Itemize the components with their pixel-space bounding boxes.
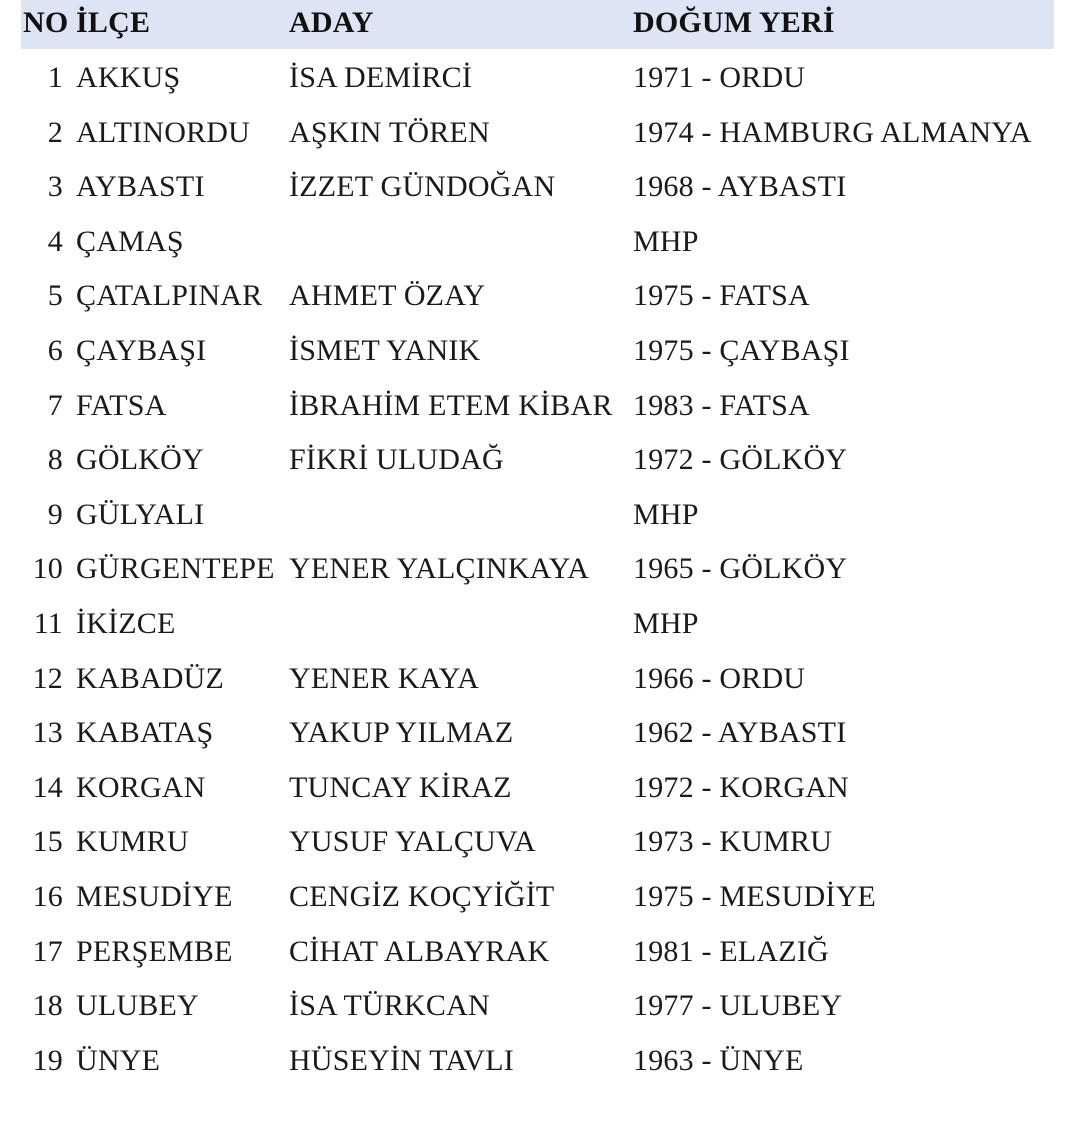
header-dogum-yeri: DOĞUM YERİ <box>633 6 835 39</box>
row-aday: AHMET ÖZAY <box>289 279 486 313</box>
row-dogum-yeri: 1971 - ORDU <box>633 61 806 94</box>
table-row <box>21 377 1054 432</box>
row-aday: YENER KAYA <box>289 661 480 695</box>
row-ilce: ÇATALPINAR <box>76 279 263 313</box>
row-no: 12 <box>32 661 63 695</box>
header-ilce: İLÇE <box>76 6 151 39</box>
row-no: 13 <box>32 716 63 750</box>
row-dogum-yeri: 1975 - ÇAYBAŞI <box>633 333 850 367</box>
row-aday: AŞKIN TÖREN <box>289 115 490 149</box>
row-dogum-yeri: 1981 - ELAZIĞ <box>633 934 829 968</box>
row-no: 1 <box>47 61 63 94</box>
row-no: 8 <box>47 443 63 477</box>
row-no: 4 <box>47 224 63 258</box>
row-no: 18 <box>32 989 63 1023</box>
row-aday: FİKRİ ULUDAĞ <box>289 443 504 477</box>
row-dogum-yeri: 1972 - GÖLKÖY <box>633 443 848 477</box>
row-no: 17 <box>32 934 63 968</box>
row-aday: TUNCAY KİRAZ <box>289 770 512 804</box>
row-dogum-yeri: 1975 - MESUDİYE <box>633 879 876 913</box>
table-header <box>21 0 1054 49</box>
row-aday: İSA TÜRKCAN <box>289 989 490 1023</box>
row-ilce: ÜNYE <box>76 1043 161 1077</box>
row-aday: HÜSEYİN TAVLI <box>289 1043 514 1077</box>
row-ilce: GÖLKÖY <box>76 443 204 477</box>
row-ilce: KABATAŞ <box>76 716 214 750</box>
row-dogum-yeri: 1963 - ÜNYE <box>633 1043 804 1077</box>
row-dogum-yeri: 1968 - AYBASTI <box>633 170 847 204</box>
row-no: 11 <box>33 606 63 640</box>
table-row <box>21 650 1054 705</box>
row-ilce: KABADÜZ <box>76 661 225 695</box>
row-ilce: KORGAN <box>76 770 206 804</box>
row-dogum-yeri: MHP <box>633 224 699 258</box>
row-dogum-yeri: 1973 - KUMRU <box>633 825 833 859</box>
table-row <box>21 595 1054 650</box>
table-row <box>21 868 1054 923</box>
table-row <box>21 759 1054 814</box>
row-dogum-yeri: 1983 - FATSA <box>633 388 810 422</box>
table-row <box>21 104 1054 159</box>
row-aday: CİHAT ALBAYRAK <box>289 934 550 968</box>
row-no: 10 <box>32 552 63 586</box>
table-row <box>21 431 1054 486</box>
table-row <box>21 322 1054 377</box>
row-ilce: ÇAYBAŞI <box>76 333 207 367</box>
table-row <box>21 813 1054 868</box>
row-dogum-yeri: MHP <box>633 606 699 640</box>
row-no: 16 <box>32 879 63 913</box>
row-no: 7 <box>47 388 63 422</box>
row-aday: İSA DEMİRCİ <box>289 61 473 94</box>
row-no: 15 <box>32 825 63 859</box>
table-row <box>21 267 1054 322</box>
row-dogum-yeri: 1965 - GÖLKÖY <box>633 552 848 586</box>
header-no: NO <box>23 6 69 39</box>
row-ilce: KUMRU <box>76 825 189 859</box>
row-aday: CENGİZ KOÇYİĞİT <box>289 879 555 913</box>
row-ilce: PERŞEMBE <box>76 934 233 968</box>
row-dogum-yeri: MHP <box>633 497 699 531</box>
row-aday: İZZET GÜNDOĞAN <box>289 170 556 204</box>
candidates-table <box>21 0 1054 1086</box>
row-aday: YAKUP YILMAZ <box>289 716 514 750</box>
row-ilce: AKKUŞ <box>76 61 181 94</box>
row-dogum-yeri: 1977 - ULUBEY <box>633 989 843 1023</box>
table-row <box>21 923 1054 978</box>
row-no: 2 <box>47 115 63 149</box>
row-ilce: AYBASTI <box>76 170 205 204</box>
table-body <box>21 49 1054 1086</box>
row-ilce: GÜLYALI <box>76 497 205 531</box>
table-row <box>21 49 1054 104</box>
header-aday: ADAY <box>289 6 374 39</box>
table-row <box>21 486 1054 541</box>
row-ilce: ÇAMAŞ <box>76 224 184 258</box>
row-aday: YENER YALÇINKAYA <box>289 552 590 586</box>
row-dogum-yeri: 1966 - ORDU <box>633 661 806 695</box>
table-row <box>21 704 1054 759</box>
table-row <box>21 540 1054 595</box>
table-row <box>21 213 1054 268</box>
row-no: 19 <box>32 1043 63 1077</box>
row-aday: İSMET YANIK <box>289 333 481 367</box>
row-no: 6 <box>47 333 63 367</box>
row-aday: İBRAHİM ETEM KİBAR <box>289 388 613 422</box>
row-no: 14 <box>32 770 63 804</box>
row-no: 9 <box>47 497 63 531</box>
row-dogum-yeri: 1972 - KORGAN <box>633 770 849 804</box>
row-ilce: FATSA <box>76 388 167 422</box>
row-no: 5 <box>47 279 63 313</box>
row-dogum-yeri: 1962 - AYBASTI <box>633 716 847 750</box>
row-ilce: MESUDİYE <box>76 879 233 913</box>
row-no: 3 <box>47 170 63 204</box>
row-ilce: ALTINORDU <box>76 115 251 149</box>
row-ilce: ULUBEY <box>76 989 199 1023</box>
row-dogum-yeri: 1974 - HAMBURG ALMANYA <box>633 115 1032 149</box>
row-ilce: GÜRGENTEPE <box>76 552 275 586</box>
table-row <box>21 977 1054 1032</box>
table-row <box>21 158 1054 213</box>
row-dogum-yeri: 1975 - FATSA <box>633 279 810 313</box>
row-ilce: İKİZCE <box>76 606 176 640</box>
row-aday: YUSUF YALÇUVA <box>289 825 536 859</box>
table-row <box>21 1032 1054 1087</box>
